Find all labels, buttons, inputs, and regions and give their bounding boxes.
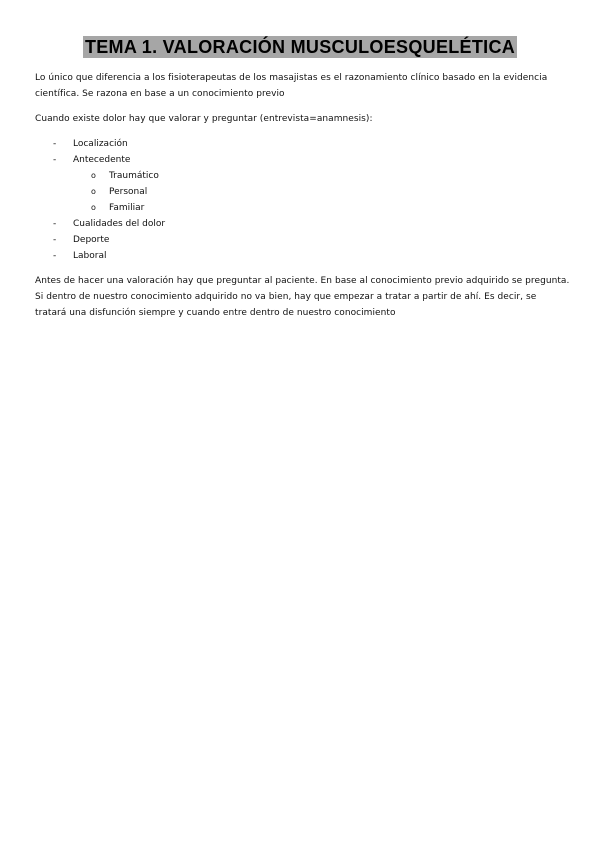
- circle-bullet-icon: o: [91, 187, 96, 196]
- list-intro-paragraph: Cuando existe dolor hay que valorar y preguntar (entrevista=anamnesis):: [35, 114, 373, 124]
- list-item-antecedente: Antecedente: [73, 155, 131, 165]
- list-dash: -: [53, 235, 57, 245]
- list-item-laboral: Laboral: [73, 251, 107, 261]
- list-dash: -: [53, 155, 57, 165]
- list-dash: -: [53, 139, 57, 149]
- sub-item-traumatico: Traumático: [109, 171, 159, 181]
- circle-bullet-icon: o: [91, 203, 96, 212]
- intro-paragraph: Lo único que diferencia a los fisioterapeutas de los masajistas es el razonamiento clínico basado en la evidencia científica. Se razona en base a un conocimiento previo: [35, 73, 548, 99]
- list-item-deporte: Deporte: [73, 235, 110, 245]
- page-title: TEMA 1. VALORACIÓN MUSCULOESQUELÉTICA: [84, 37, 516, 57]
- list-dash: -: [53, 251, 57, 261]
- list-item-cualidades: Cualidades del dolor: [73, 219, 166, 229]
- sub-item-personal: Personal: [109, 187, 148, 197]
- sub-item-familiar: Familiar: [109, 203, 145, 213]
- circle-bullet-icon: o: [91, 171, 96, 180]
- title-container: [0, 36, 600, 58]
- list-item-localizacion: Localización: [73, 139, 128, 149]
- closing-paragraph: Antes de hacer una valoración hay que preguntar al paciente. En base al conocimiento previo adquirido se pregunta. Si dentro de nuestro conocimiento adquirido no va bien, hay que empezar a tratar a partir de ahí. Es decir, se tratará una disfunción siempre y cuando entre dentro de nuestro conocimiento: [35, 276, 570, 318]
- list-dash: -: [53, 219, 57, 229]
